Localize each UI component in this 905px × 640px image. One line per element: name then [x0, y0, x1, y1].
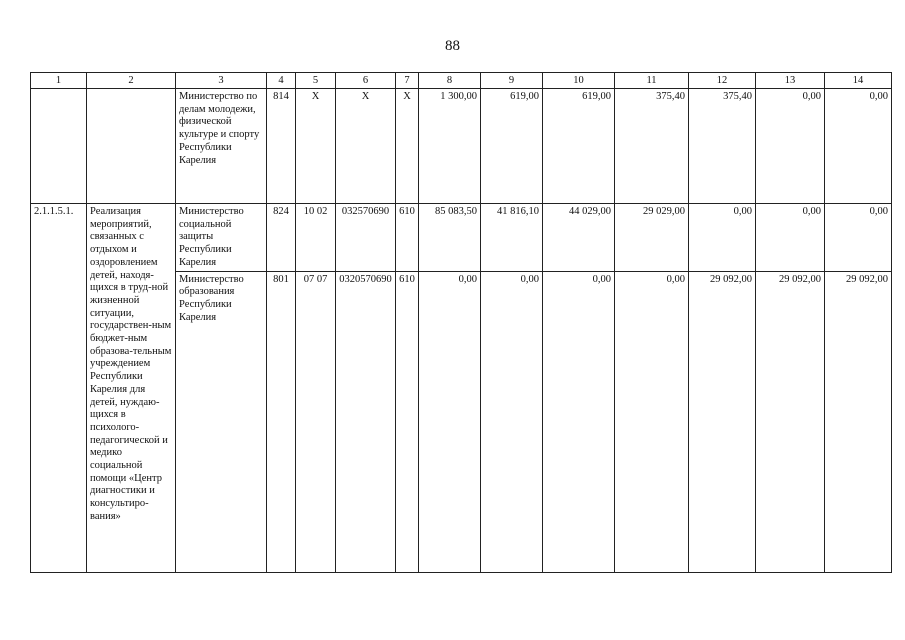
amount-cell: 29 092,00	[825, 271, 892, 572]
header-cell: 3	[176, 73, 267, 89]
rzpr-cell: X	[296, 89, 336, 204]
rzpr-cell: 07 07	[296, 271, 336, 572]
header-cell: 11	[615, 73, 689, 89]
amount-cell: 0,00	[756, 89, 825, 204]
code-cell: 2.1.1.5.1.	[31, 204, 87, 573]
header-cell: 9	[481, 73, 543, 89]
header-cell: 2	[87, 73, 176, 89]
amount-cell: 0,00	[481, 271, 543, 572]
amount-cell: 85 083,50	[419, 204, 481, 272]
amount-cell: 0,00	[419, 271, 481, 572]
header-cell: 7	[396, 73, 419, 89]
budget-table	[30, 72, 892, 573]
ministry-cell: Министерство образования Республики Карелия	[176, 271, 267, 572]
vr-cell: 610	[396, 204, 419, 272]
grbs-cell: 824	[267, 204, 296, 272]
column-number-row	[31, 73, 892, 89]
code-cell	[31, 89, 87, 204]
header-cell: 4	[267, 73, 296, 89]
amount-cell: 0,00	[689, 204, 756, 272]
amount-cell: 0,00	[825, 204, 892, 272]
vr-cell: 610	[396, 271, 419, 572]
table-row	[31, 89, 892, 204]
ministry-cell: Министерство социальной защиты Республики Карелия	[176, 204, 267, 272]
amount-cell: 0,00	[543, 271, 615, 572]
amount-cell: 44 029,00	[543, 204, 615, 272]
amount-cell: 375,40	[615, 89, 689, 204]
amount-cell: 0,00	[756, 204, 825, 272]
header-cell: 5	[296, 73, 336, 89]
amount-cell: 0,00	[825, 89, 892, 204]
amount-cell: 0,00	[615, 271, 689, 572]
amount-cell: 29 092,00	[756, 271, 825, 572]
rzpr-cell: 10 02	[296, 204, 336, 272]
header-cell: 10	[543, 73, 615, 89]
csr-cell: X	[336, 89, 396, 204]
vr-cell: X	[396, 89, 419, 204]
header-cell: 12	[689, 73, 756, 89]
activity-cell: Реализация мероприятий, связанных с отдыхом и оздоровлением детей, находя-щихся в труд-ной жизненной ситуации, государствен-ным бюджет-ным образова-тельным учреждением Республики Карелия для детей, нуждаю-щихся в психолого-педагогической и медико социальной помощи «Центр диагностики и консультиро-вания»	[87, 204, 176, 573]
amount-cell: 41 816,10	[481, 204, 543, 272]
grbs-cell: 814	[267, 89, 296, 204]
header-cell: 13	[756, 73, 825, 89]
header-cell: 6	[336, 73, 396, 89]
grbs-cell: 801	[267, 271, 296, 572]
ministry-cell: Министерство по делам молодежи, физической культуре и спорту Республики Карелия	[176, 89, 267, 204]
header-cell: 8	[419, 73, 481, 89]
amount-cell: 375,40	[689, 89, 756, 204]
page-number: 88	[445, 38, 460, 54]
csr-cell: 0320570690	[336, 271, 396, 572]
amount-cell: 29 029,00	[615, 204, 689, 272]
amount-cell: 619,00	[481, 89, 543, 204]
csr-cell: 032570690	[336, 204, 396, 272]
amount-cell: 29 092,00	[689, 271, 756, 572]
header-cell: 1	[31, 73, 87, 89]
activity-cell	[87, 89, 176, 204]
table-row	[31, 204, 892, 272]
amount-cell: 619,00	[543, 89, 615, 204]
header-cell: 14	[825, 73, 892, 89]
amount-cell: 1 300,00	[419, 89, 481, 204]
